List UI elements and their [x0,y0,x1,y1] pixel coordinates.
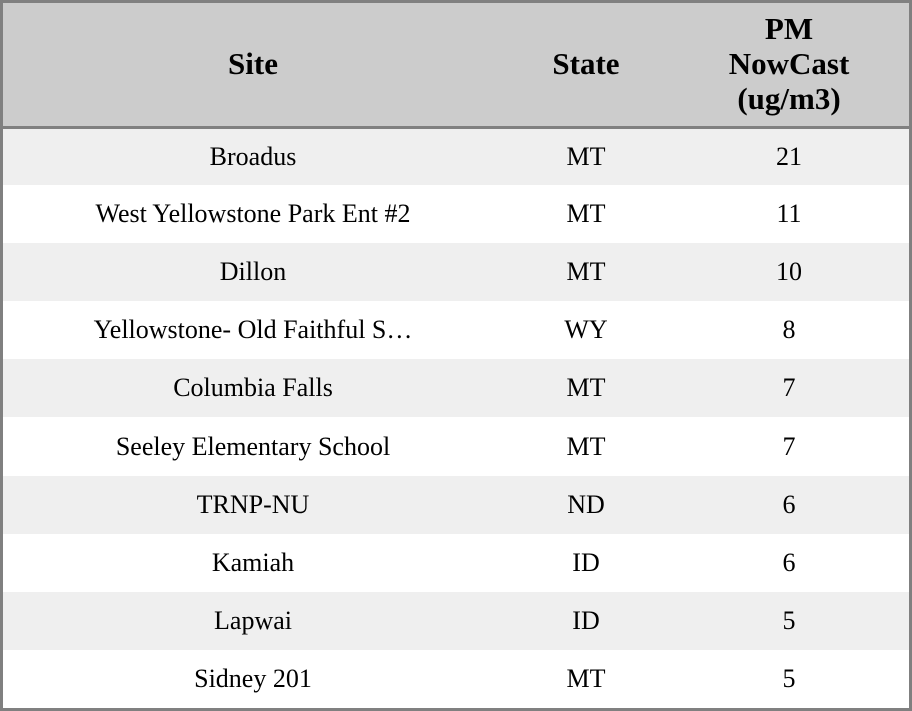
cell-state: ID [503,534,669,592]
cell-state: WY [503,301,669,359]
table-row[interactable] [3,476,909,534]
table-row[interactable] [3,417,909,475]
column-header-pm-nowcast[interactable] [669,3,909,127]
cell-site: Kamiah [3,534,503,592]
cell-site: Lapwai [3,592,503,650]
cell-pm-nowcast: 21 [669,127,909,185]
table-row[interactable] [3,301,909,359]
table-row[interactable] [3,243,909,301]
cell-pm-nowcast: 7 [669,359,909,417]
cell-pm-nowcast: 10 [669,243,909,301]
column-header-pm-nowcast-line2: NowCast [728,45,850,81]
table-row[interactable] [3,127,909,185]
table-row[interactable] [3,359,909,417]
cell-state: ND [503,476,669,534]
cell-site: West Yellowstone Park Ent #2 [3,185,503,243]
cell-state: MT [503,243,669,301]
cell-site: Dillon [3,243,503,301]
cell-site: TRNP-NU [3,476,503,534]
cell-pm-nowcast: 8 [669,301,909,359]
cell-site: Columbia Falls [3,359,503,417]
cell-state: MT [503,359,669,417]
cell-site: Yellowstone- Old Faithful S… [3,301,503,359]
table-header [3,3,909,127]
cell-state: MT [503,417,669,475]
table-body [3,127,909,708]
cell-site: Broadus [3,127,503,185]
table-row[interactable] [3,592,909,650]
cell-state: ID [503,592,669,650]
cell-pm-nowcast: 11 [669,185,909,243]
cell-site: Seeley Elementary School [3,417,503,475]
column-header-state[interactable]: State [503,3,669,127]
column-header-pm-nowcast-line1: PM [764,11,814,47]
cell-pm-nowcast: 6 [669,476,909,534]
table-header-row [3,3,909,127]
table-row[interactable] [3,534,909,592]
cell-state: MT [503,650,669,708]
table-row[interactable] [3,185,909,243]
cell-pm-nowcast: 5 [669,592,909,650]
table-row[interactable] [3,650,909,708]
monitoring-sites-table [3,3,909,708]
cell-pm-nowcast: 5 [669,650,909,708]
cell-site: Sidney 201 [3,650,503,708]
column-header-site[interactable]: Site [3,3,503,127]
cell-state: MT [503,185,669,243]
column-header-pm-nowcast-line3: (ug/m3) [737,80,841,116]
cell-pm-nowcast: 7 [669,417,909,475]
cell-pm-nowcast: 6 [669,534,909,592]
cell-state: MT [503,127,669,185]
